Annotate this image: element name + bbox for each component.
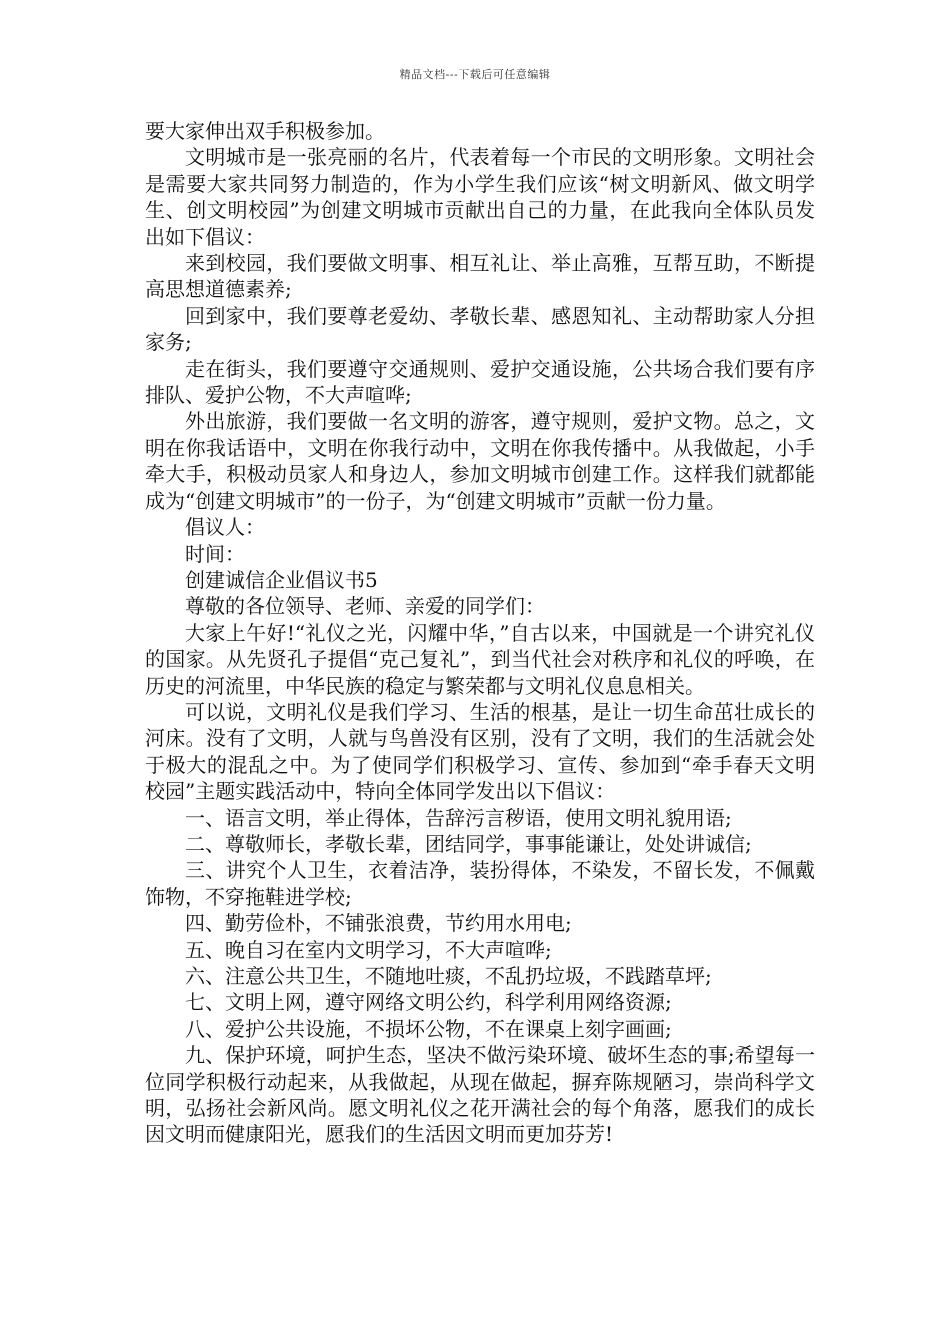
salutation: 尊敬的各位领导、老师、亲爱的同学们：: [185, 594, 545, 619]
paragraph: 大家上午好!“礼仪之光，闪耀中华，”自古以来，中国就是一个讲究礼仪的国家。从先贤孔子提倡“克己复礼”，到当代社会对秩序和礼仪的呼唤，在历史的河流里，中华民族的稳定与繁荣都与文明礼仪息息相关。: [145, 620, 815, 698]
paragraph: 要大家伸出双手积极参加。: [145, 119, 385, 143]
paragraph: 外出旅游，我们要做一名文明的游客，遵守规则，爱护文物。总之，文明在你我话语中，文明在你我行动中，文明在你我传播中。从我做起，小手牵大手，积极动员家人和身边人，参加文明城市创建工作。这样我们就都能成为“创建文明城市”的一份子，为“创建文明城市”贡献一份力量。: [145, 409, 815, 513]
list-item: 二、尊敬师长，孝敬长辈，团结同学，事事能谦让，处处讲诚信;: [185, 831, 752, 856]
page-header: 精品文档---下载后可任意编辑: [399, 68, 551, 81]
paragraph: 可以说，文明礼仪是我们学习、生活的根基，是让一切生命茁壮成长的河床。没有了文明，人就与鸟兽没有区别，没有了文明，我们的生活就会处于极大的混乱之中。为了使同学们积极学习、宣传、参加到“牵手春天文明校园”主题实践活动中，特向全体同学发出以下倡议：: [145, 699, 815, 804]
list-item: 九、保护环境，呵护生态，坚决不做污染环境、破坏生态的事;希望每一位同学积极行动起来，从我做起，从现在做起，摒弃陈规陋习，崇尚科学文明，弘扬社会新风尚。愿文明礼仪之花开满社会的每个角落，愿我们的成长因文明而健康阳光，愿我们的生活因文明而更加芬芳!: [145, 1043, 815, 1147]
list-item: 六、注意公共卫生，不随地吐痰，不乱扔垃圾，不践踏草坪;: [185, 964, 712, 988]
paragraph: 文明城市是一张亮丽的名片，代表着每一个市民的文明形象。文明社会是需要大家共同努力制造的，作为小学生我们应该“树文明新风、做文明学生、创文明校园”为创建文明城市贡献出自己的力量，在此我向全体队员发出如下倡议：: [145, 145, 815, 249]
list-item: 五、晚自习在室内文明学习，不大声喧哗;: [185, 937, 552, 962]
list-item: 七、文明上网，遵守网络文明公约，科学利用网络资源;: [185, 990, 672, 1015]
signature-label: 倡议人：: [185, 515, 265, 540]
list-item: 八、爱护公共设施，不损坏公物，不在课桌上刻字画画;: [185, 1016, 672, 1041]
document-body: [145, 118, 815, 1148]
list-item: 一、语言文明，举止得体，告辞污言秽语，使用文明礼貌用语;: [185, 805, 732, 830]
section-title: 创建诚信企业倡议书5: [185, 567, 378, 592]
list-item: 四、勤劳俭朴，不铺张浪费，节约用水用电;: [185, 911, 572, 936]
list-item: 三、讲究个人卫生，衣着洁净，装扮得体，不染发，不留长发，不佩戴饰物，不穿拖鞋进学校;: [145, 858, 815, 909]
paragraph: 回到家中，我们要尊老爱幼、孝敬长辈、感恩知礼、主动帮助家人分担家务;: [145, 303, 815, 355]
paragraph: 来到校园，我们要做文明事、相互礼让、举止高雅，互帮互助，不断提高思想道德素养;: [145, 251, 815, 302]
paragraph: 走在街头，我们要遵守交通规则、爱护交通设施，公共场合我们要有序排队、爱护公物，不大声喧哗;: [145, 356, 815, 408]
date-label: 时间：: [185, 541, 245, 566]
